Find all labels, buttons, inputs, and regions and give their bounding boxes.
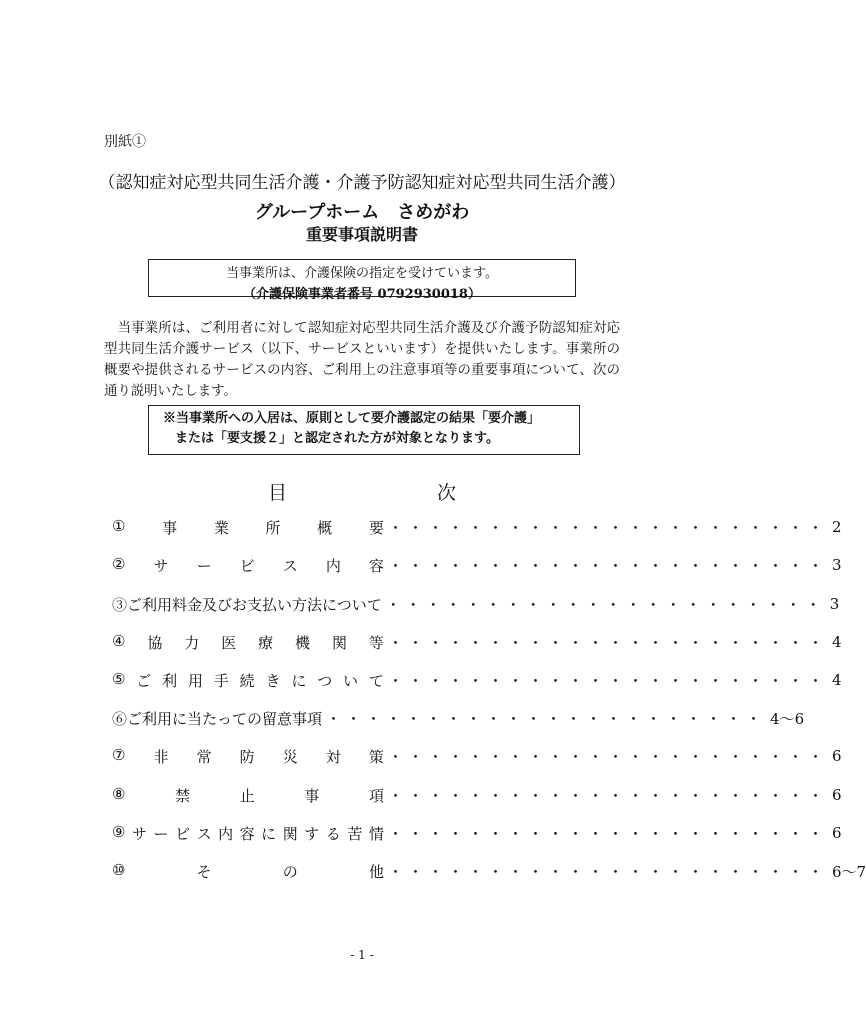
toc-label: ⑦ 非 常 防 災 対 策 bbox=[112, 745, 384, 766]
toc-page-number: 2 bbox=[832, 518, 842, 536]
toc-row bbox=[112, 592, 840, 616]
toc-leader-dots: ・・・・・・・・・・・・・・・・・・・・・・ bbox=[388, 786, 829, 805]
page-number: - 1 - bbox=[350, 948, 374, 962]
toc-leader-dots: ・・・・・・・・・・・・・・・・・・・・・・ bbox=[388, 556, 829, 575]
toc-label: ④ 協 力 医 療 機 関 等 bbox=[112, 631, 384, 652]
document-title: 重要事項説明書 bbox=[305, 225, 418, 244]
toc-leader-dots: ・・・・・・・・・・・・・・・・・・・・・・ bbox=[326, 709, 767, 728]
toc-leader-dots: ・・・・・・・・・・・・・・・・・・・・・・ bbox=[388, 824, 829, 843]
attachment-label: 別紙① bbox=[104, 134, 146, 150]
toc-label: ③ご利用料金及びお支払い方法について bbox=[112, 595, 382, 614]
toc-label: ② サ ー ビ ス 内 容 bbox=[112, 554, 384, 575]
toc-label: ⑤ ご 利 用 手 続 き に つ い て bbox=[112, 669, 384, 690]
toc-row bbox=[112, 515, 842, 539]
toc-leader-dots: ・・・・・・・・・・・・・・・・・・・・・・ bbox=[385, 595, 826, 614]
toc-leader-dots: ・・・・・・・・・・・・・・・・・・・・・・ bbox=[388, 518, 829, 537]
toc-row bbox=[112, 783, 842, 807]
toc-label: ⑩ そ の 他 bbox=[112, 860, 384, 881]
provider-number: （介護保険事業者番号 0792930018） bbox=[243, 287, 481, 302]
toc-leader-dots: ・・・・・・・・・・・・・・・・・・・・・・ bbox=[388, 671, 829, 690]
toc-page-number: 6 bbox=[832, 786, 842, 804]
toc-row bbox=[112, 553, 842, 577]
intro-paragraph bbox=[104, 318, 620, 402]
facility-name: グループホーム さめがわ bbox=[254, 202, 470, 223]
toc-row bbox=[112, 668, 842, 692]
toc-label: ⑧ 禁 止 事 項 bbox=[112, 784, 384, 805]
document-subtitle: （認知症対応型共同生活介護・介護予防認知症対応型共同生活介護） bbox=[98, 173, 626, 193]
toc-page-number: 3 bbox=[829, 595, 840, 613]
toc-row bbox=[112, 859, 866, 883]
intro-text: 当事業所は、ご利用者に対して認知症対応型共同生活介護及び介護予防認知症対応型共同生活介護サービス（以下、サービスといいます）を提供いたします。事業所の概要や提供されるサービスの内容、ご利用上の注意事項等の重要事項について、次の通り説明いたします。 bbox=[104, 321, 621, 399]
toc-label: ① 事 業 所 概 要 bbox=[112, 516, 384, 537]
toc-row bbox=[112, 744, 842, 768]
toc-page-number: 4 bbox=[832, 671, 842, 689]
toc-page-number: 6～7 bbox=[832, 862, 866, 881]
toc-page-number: 3 bbox=[832, 556, 842, 574]
toc-row bbox=[112, 630, 842, 654]
eligibility-line-2: または「要支援２」と認定された方が対象となります。 bbox=[175, 431, 499, 446]
eligibility-notice-box bbox=[148, 405, 580, 455]
toc-page-number: 4 bbox=[832, 633, 842, 651]
toc-row bbox=[112, 706, 805, 730]
toc-leader-dots: ・・・・・・・・・・・・・・・・・・・・・・ bbox=[388, 862, 829, 881]
eligibility-line-1: ※当事業所への入居は、原則として要介護認定の結果「要介護」 bbox=[163, 411, 541, 426]
toc-page-number: 4～6 bbox=[770, 709, 805, 728]
toc-page-number: 6 bbox=[832, 824, 842, 842]
notice-text: 当事業所は、介護保険の指定を受けています。 bbox=[226, 266, 498, 281]
toc-label: ⑥ご利用に当たっての留意事項 bbox=[112, 709, 323, 728]
toc-leader-dots: ・・・・・・・・・・・・・・・・・・・・・・ bbox=[388, 747, 829, 766]
toc-row bbox=[112, 821, 842, 845]
toc-title: 目次 bbox=[267, 482, 606, 504]
toc-label: ⑨ サ ー ビ ス 内 容 に 関 す る 苦 情 bbox=[112, 822, 384, 843]
toc-leader-dots: ・・・・・・・・・・・・・・・・・・・・・・ bbox=[388, 633, 829, 652]
toc-page-number: 6 bbox=[832, 747, 842, 765]
insurance-notice-box bbox=[148, 259, 576, 302]
